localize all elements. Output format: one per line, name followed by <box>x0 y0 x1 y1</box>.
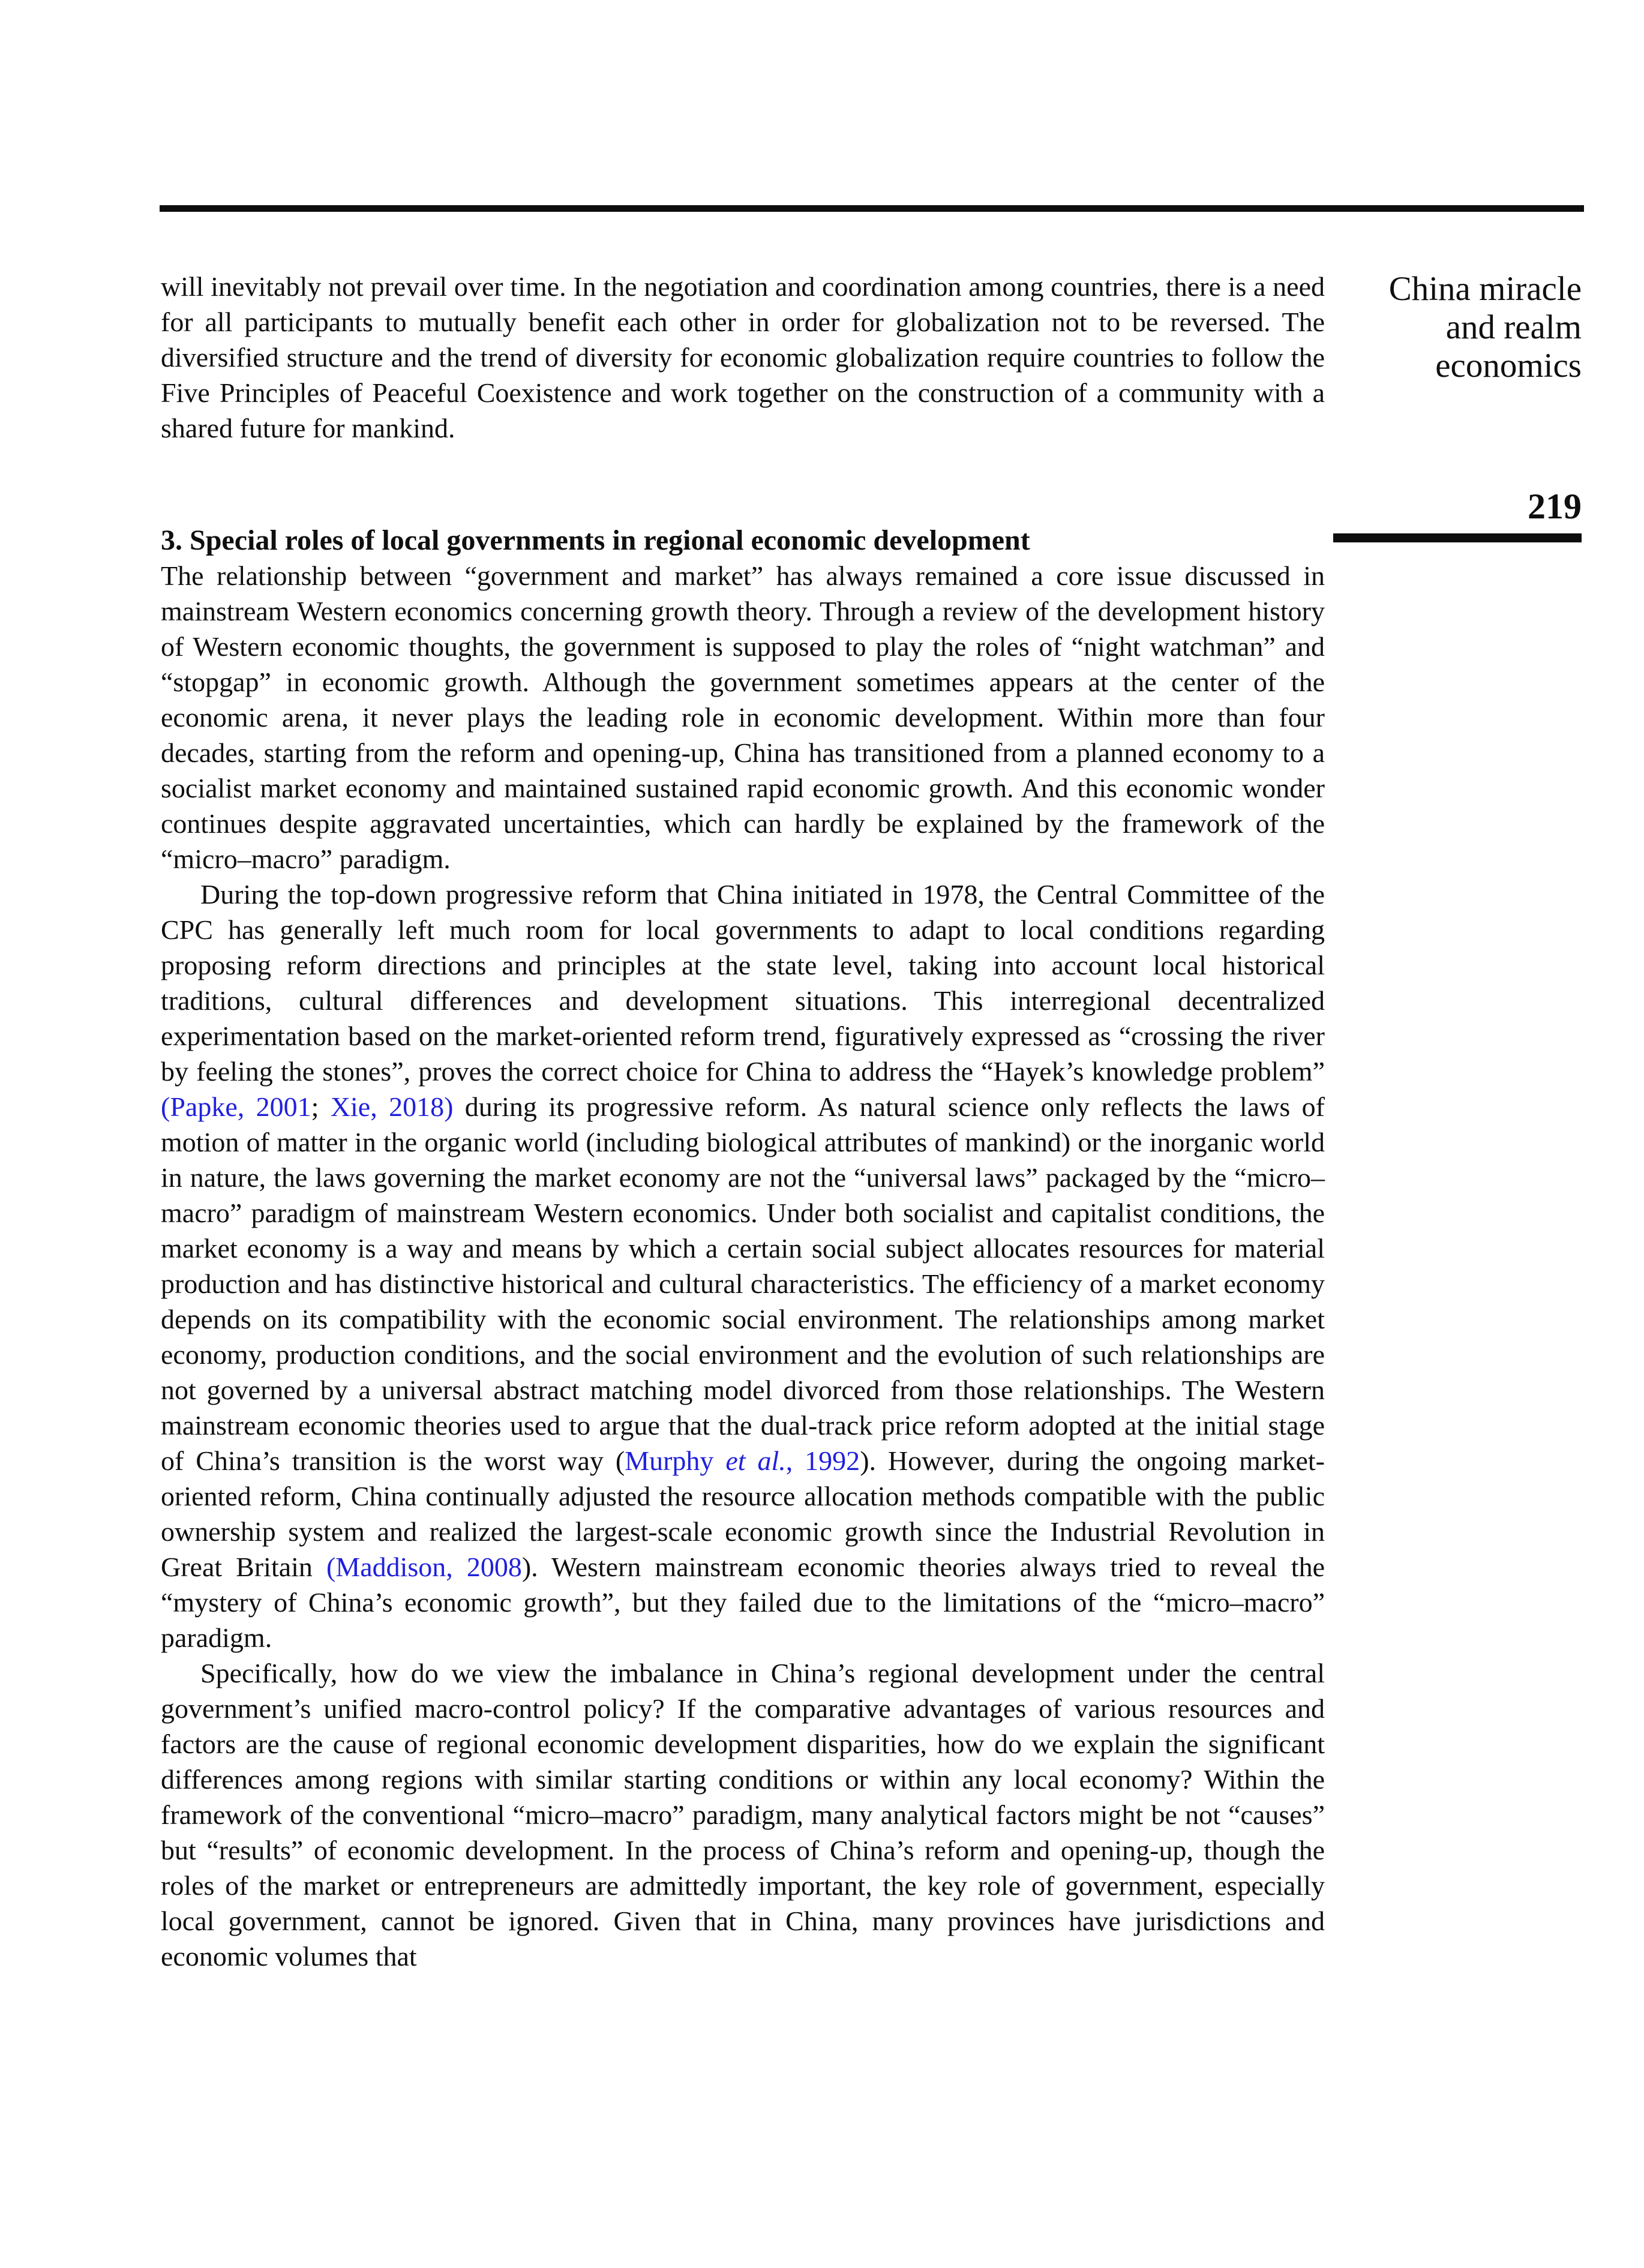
article-body <box>161 269 1325 1974</box>
citation-xie-2018[interactable]: Xie, 2018) <box>330 1091 454 1122</box>
page-number: 219 <box>1528 487 1582 526</box>
paragraph-continuation <box>161 269 1325 446</box>
citation-murphy-year[interactable]: , 1992 <box>785 1445 860 1476</box>
citation-maddison-2008[interactable]: (Maddison, 2008 <box>326 1552 522 1582</box>
section-heading: 3. Special roles of local governments in regional economic development <box>161 524 1030 556</box>
paragraph-text: ). Western mainstream economic theories always tried to reveal the “mystery of China’s economic growth”, but they failed due to the limitations of the “micro–macro” paradigm. <box>161 1552 1325 1653</box>
citation-murphy-1992[interactable]: Murphy <box>625 1445 726 1476</box>
page-number-rule <box>1333 533 1582 542</box>
paragraph-text: Specifically, how do we view the imbalance in China’s regional development under the central government’s unified macro-control policy? If the comparative advantages of various resources and factors are the cause of regional economic development disparities, how do we explain the significant differences among regions with similar starting conditions or within any local economy? Within the framework of the conventional “micro–macro” paradigm, many analytical factors might be not “causes” but “results” of economic development. In the process of China’s reform and opening-up, though the roles of the market or entrepreneurs are admittedly important, the key role of government, especially local government, cannot be ignored. Given that in China, many provinces have jurisdictions and economic volumes that <box>161 1658 1325 1972</box>
paragraph-specifically <box>161 1655 1325 1974</box>
paragraph-text: ). However, during the ongoing market-oriented reform, China continually adjusted the resource allocation methods compatible with the public ownership system and realized the largest-scale economic growth since the Industrial Revolution in Great Britain <box>161 1445 1325 1582</box>
citation-papke-2001[interactable]: (Papke, 2001 <box>161 1091 311 1122</box>
paragraph-section-intro <box>161 558 1325 877</box>
running-title-line-3: economics <box>1435 347 1582 385</box>
citation-murphy-etal[interactable]: et al. <box>725 1445 786 1476</box>
paragraph-during-reform <box>161 877 1325 1655</box>
header-rule <box>160 205 1584 212</box>
paragraph-text: during its progressive reform. As natural science only reflects the laws of motion of matter in the organic world (including biological attributes of mankind) or the inorganic world in nature, the laws governing the market economy are not the “universal laws” packaged by the “micro–macro” paradigm of mainstream Western economics. Under both socialist and capitalist conditions, the market economy is a way and means by which a certain social subject allocates resources for material production and has distinctive historical and cultural characteristics. The efficiency of a market economy depends on its compatibility with the economic social environment. The relationships among market economy, production conditions, and the social environment and the evolution of such relationships are not governed by a universal abstract matching model divorced from those relationships. The Western mainstream economic theories used to argue that the dual-track price reform adopted at the initial stage of China’s transition is the worst way ( <box>161 1091 1325 1476</box>
paragraph-text: During the top-down progressive reform that China initiated in 1978, the Central Committee of the CPC has generally left much room for local governments to adapt to local conditions regarding proposing reform directions and principles at the state level, taking into account local historical traditions, cultural differences and development situations. This interregional decentralized experimentation based on the market-oriented reform trend, figuratively expressed as “crossing the river by feeling the stones”, proves the correct choice for China to address the “Hayek’s knowledge problem” <box>161 879 1325 1087</box>
running-title-line-2: and realm <box>1445 308 1582 346</box>
running-title-line-1: China miracle <box>1388 270 1582 308</box>
paragraph-text: will inevitably not prevail over time. In the negotiation and coordination among countries, there is a need for all participants to mutually benefit each other in order for globalization not to be reversed. The diversified structure and the trend of diversity for economic globalization require countries to follow the Five Principles of Peaceful Coexistence and work together on the construction of a community with a shared future for mankind. <box>161 271 1325 443</box>
paragraph-text: The relationship between “government and market” has always remained a core issue discussed in mainstream Western economics concerning growth theory. Through a review of the development history of Western economic thoughts, the government is supposed to play the roles of “night watchman” and “stopgap” in economic growth. Although the government sometimes appears at the center of the economic arena, it never plays the leading role in economic development. Within more than four decades, starting from the reform and opening-up, China has transitioned from a planned economy to a socialist market economy and maintained sustained rapid economic growth. And this economic wonder continues despite aggravated uncertainties, which can hardly be explained by the framework of the “micro–macro” paradigm. <box>161 560 1325 874</box>
citation-separator: ; <box>311 1091 331 1122</box>
